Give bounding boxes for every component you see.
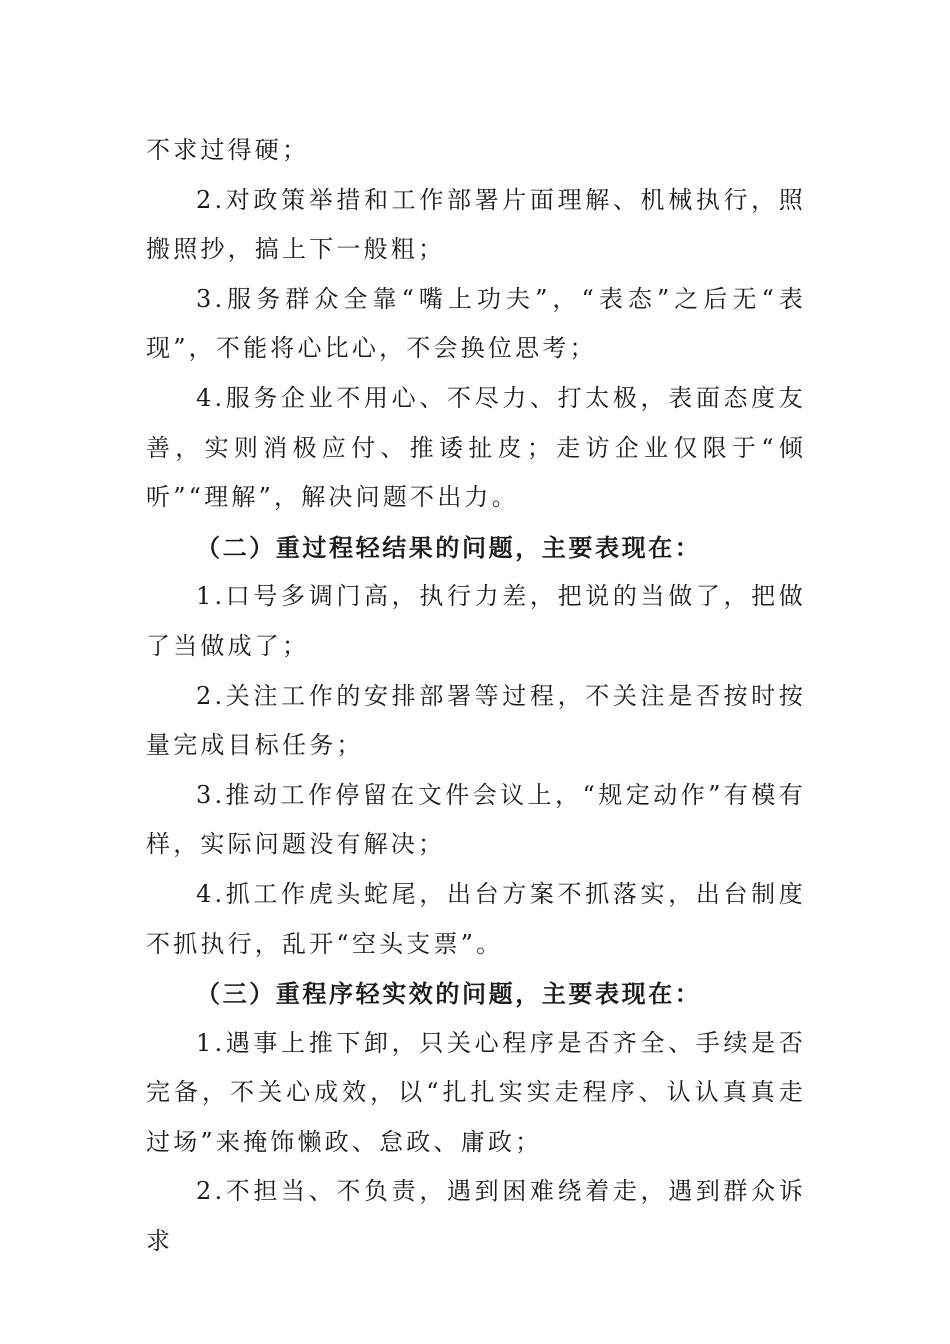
list-item: 2.关注工作的安排部署等过程，不关注是否按时按量完成目标任务；: [146, 681, 806, 760]
list-item: 1.遇事上推下卸，只关心程序是否齐全、手续是否完备，不关心成效，以“扎扎实实走程序、认认真真走过场”来掩饰懒政、怠政、庸政；: [146, 1028, 806, 1156]
list-item: 3.推动工作停留在文件会议上，“规定动作”有模有样，实际问题没有解决；: [146, 780, 806, 859]
list-item: 3.服务群众全靠“嘴上功夫”，“表态”之后无“表现”，不能将心比心，不会换位思考；: [146, 284, 806, 363]
list-item: 1.口号多调门高，执行力差，把说的当做了，把做了当做成了；: [146, 582, 806, 660]
list-item: 4.服务企业不用心、不尽力、打太极，表面态度友善，实则消极应付、推诿扯皮；走访企业仅限于“倾听”“理解”，解决问题不出力。: [146, 383, 806, 512]
document-body: [146, 126, 806, 1267]
list-item: 4.抓工作虎头蛇尾，出台方案不抓落实，出台制度不抓执行，乱开“空头支票”。: [146, 879, 806, 958]
section-heading: （三）重程序轻实效的问题，主要表现在：: [196, 979, 702, 1009]
paragraph-continuation: 不求过得硬；: [146, 136, 310, 164]
list-item: 2.不担当、不负责，遇到困难绕着走，遇到群众诉求: [146, 1177, 806, 1256]
section-heading: （二）重过程轻结果的问题，主要表现在：: [196, 532, 702, 562]
list-item: 2.对政策举措和工作部署片面理解、机械执行，照搬照抄，搞上下一般粗；: [146, 185, 806, 264]
